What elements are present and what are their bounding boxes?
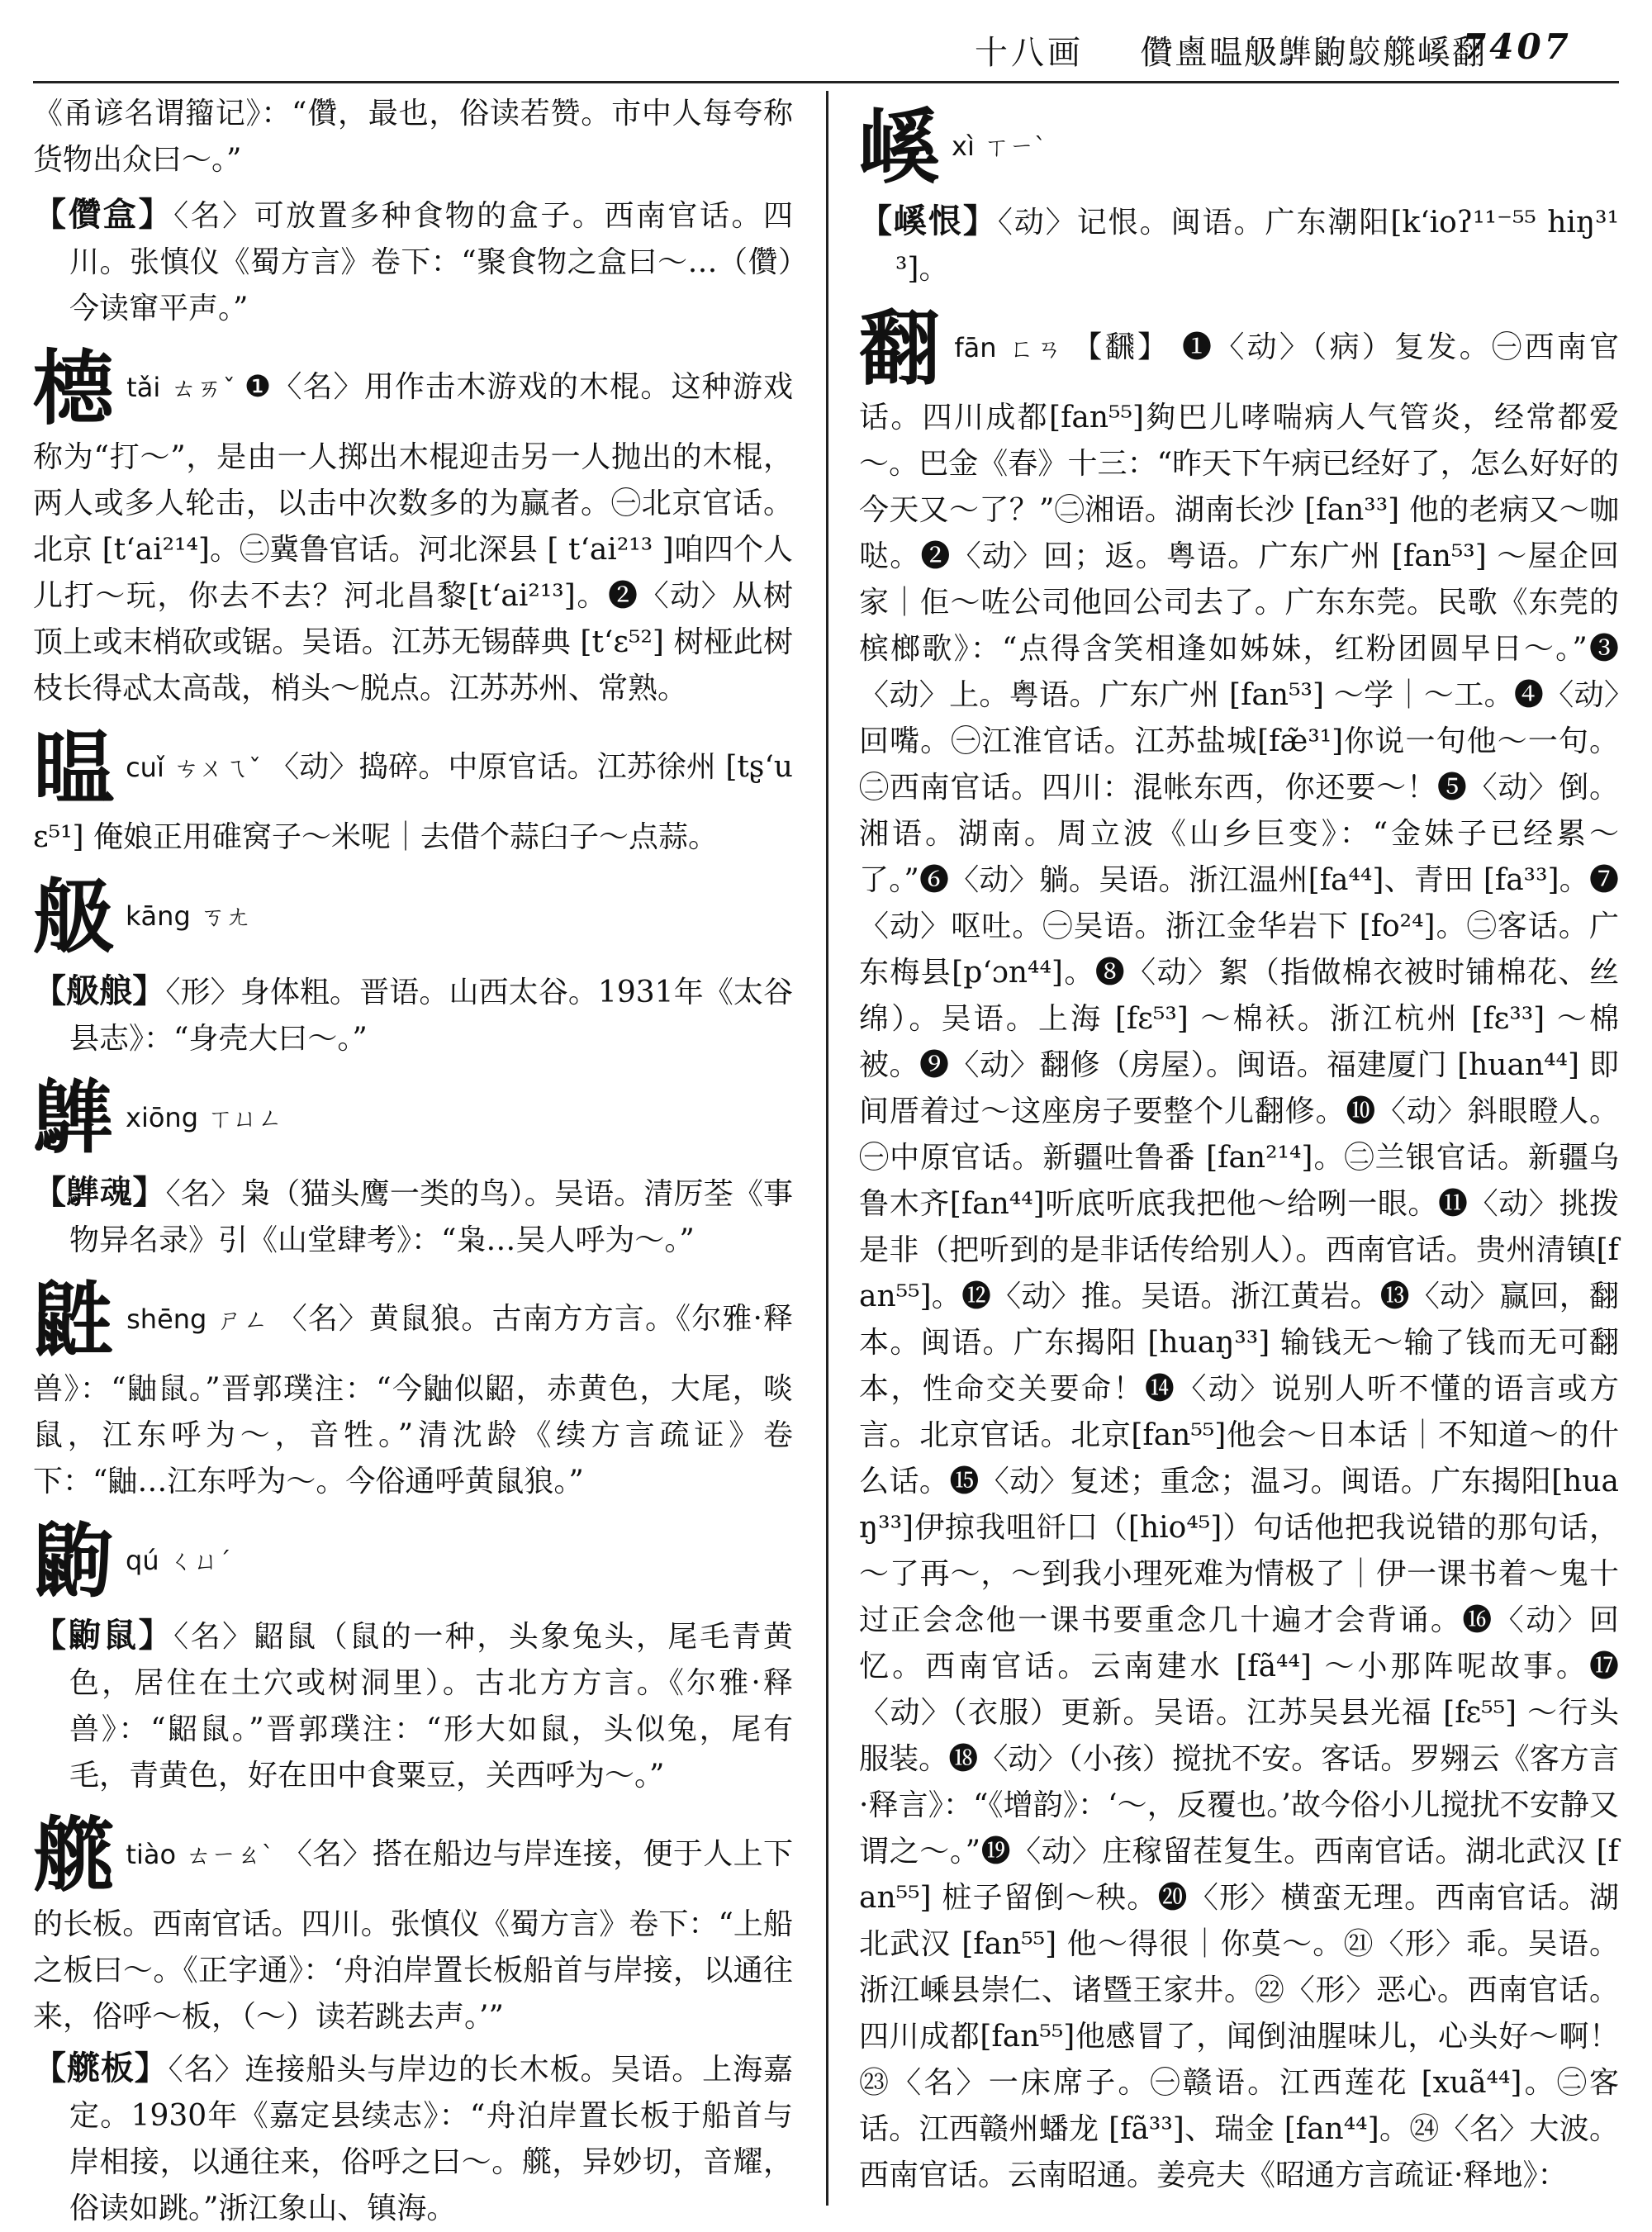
section-title: 十八画 [975,34,1084,72]
definition-text: 〈形〉身体粗。晋语。山西太谷。1931年《太谷县志》：“身壳大曰～。” [69,976,794,1056]
head-entry [33,1071,793,1166]
compound-entry [33,192,793,332]
head-character: 𪄩 [33,1071,115,1166]
page-header [0,0,1652,91]
pinyin: shēng [126,1304,207,1335]
head-character: 翻 [859,302,943,397]
compound-entry [33,2045,793,2232]
pinyin: cuǐ [126,752,164,783]
head-character: 㯖 [33,341,116,436]
head-entry [33,1514,793,1609]
zhuyin: ㄈㄢ [1006,335,1065,363]
head-entry [33,1808,793,2040]
head-character: 鼪 [33,1273,116,1368]
header-rule [33,81,1619,83]
definition-text: 〈名〉可放置多种食物的盒子。西南官话。四川。张慎仪《蜀方言》卷下：“聚食物之盒曰～…（儹）今读窜平声。” [69,199,793,325]
zhuyin: ㄑㄩˊ [169,1547,231,1576]
page-number: 7407 [1462,26,1572,67]
pinyin: qú [126,1545,159,1576]
left-column [33,91,794,2225]
pinyin: tǎi [126,372,161,403]
compound-entry [33,1612,793,1799]
compound-entry [33,1170,793,1264]
head-entry [33,341,793,712]
zhuyin: ㄊㄧㄠˋ [186,1841,274,1870]
compound-headword: 【嵠恨】 [859,202,998,240]
head-character: 艞 [33,1808,115,1903]
head-character: 鼩 [33,1514,115,1609]
column-divider [826,91,828,2206]
head-entry [33,721,793,861]
definition-text: 〈动〉记恨。闽语。广东潮阳[kʻioʔ¹¹⁻⁵⁵ hiŋ³¹³]。 [895,206,1619,286]
pinyin: fān [954,332,997,363]
head-character: 㬈 [33,721,115,816]
pinyin: xiōng [126,1102,199,1133]
zhuyin: ㄒㄩㄥ [208,1104,283,1133]
head-character: 嵠 [859,100,941,195]
compound-entry [859,198,1619,292]
head-entry [33,872,793,963]
pinyin: tiào [126,1839,177,1870]
compound-headword: 【儹盒】 [33,195,174,234]
zhuyin: ㄕㄥ [216,1306,269,1335]
head-entry [33,1275,793,1505]
definition-text: 【飜】 ❶〈动〉（病）复发。㊀西南官话。四川成都[fan⁵⁵]夠巴儿哮喘病人气管炎，经常都爱～。巴金《春》十三：“昨天下午病已经好了，怎么好好的今天又～了？”㊁湘语。湖南长沙 [fan³³] 他的老病又～咖哒。❷〈动〉回；返。粤语。广东广州 [fan⁵³] ～屋企回家｜佢～咗公司他回公司去了。广东东莞。民歌《东莞的槟榔歌》：“点得含笑相逢如姊妹，红粉团圆早日～。”❸〈动〉上。粤语。广东广州 [fan⁵³] ～学｜～工。❹〈动〉回嘴。㊀江淮官话。江苏盐城[fæ̃³¹]你说一句他～一句。㊁西南官话。四川：混帐东西，你还要～！❺〈动〉倒。湘语。湖南。周立波《山乡巨变》：“金妹子已经累～了。”❻〈动〉躺。吴语。浙江温州[fa⁴⁴]、青田 [fa³³]。❼〈动〉呕吐。㊀吴语。浙江金华岩下 [fo²⁴]。㊁客话。广东梅县[pʻɔn⁴⁴]。❽〈动〉絮（指做棉衣被时铺棉花、丝绵）。吴语。上海 [fɛ⁵³] ～棉袄。浙江杭州 [fɛ³³] ～棉被。❾〈动〉翻修（房屋）。闽语。福建厦门 [huan⁴⁴] 即间厝着过～这座房子要整个儿翻修。❿〈动〉斜眼瞪人。㊀中原官话。新疆吐鲁番 [fan²¹⁴]。㊁兰银官话。新疆乌鲁木齐[fan⁴⁴]听底听底我把他～给咧一眼。⓫〈动〉挑拨是非（把听到的是非话传给别人）。西南官话。贵州清镇[fan⁵⁵]。⓬〈动〉推。吴语。浙江黄岩。⓭〈动〉赢回，翻本。闽语。广东揭阳 [huaŋ³³] 输钱无～输了钱而无可翻本，性命交关要命！⓮〈动〉说别人听不懂的语言或方言。北京官话。北京[fan⁵⁵]他会～日本话｜不知道～的什么话。⓯〈动〉复述；重念；温习。闽语。广东揭阳[huaŋ³³]伊掠我咀𧮮囗（[hio⁴⁵]）句话他把我说错的那句话，～了再～，～到我小理死难为情极了｜伊一课书着～鬼十过正会念他一课书要重念几十遍才会背诵。⓰〈动〉回忆。西南官话。云南建水 [fã⁴⁴] ～小那阵呢故事。⓱〈动〉（衣服）更新。吴语。江苏吴县光福 [fɛ⁵⁵] ～行头服装。⓲〈动〉（小孩）搅扰不安。客话。罗翙云《客方言·释言》：“《增韵》：‘～，反覆也。’故今俗小儿搅扰不安静又谓之～。”⓳〈动〉庄稼留茬复生。西南官话。湖北武汉 [fan⁵⁵] 桩子留倒～秧。⓴〈形〉横蛮无理。西南官话。湖北武汉 [fan⁵⁵] 他～得很｜你莫～。㉑〈形〉乖。吴语。浙江嵊县崇仁、诸暨王家井。㉒〈形〉恶心。西南官话。四川成都[fan⁵⁵]他感冒了，闻倒油腥味儿，心头好～啊！㉓〈名〉一床席子。㊀赣语。江西莲花 [xuã⁴⁴]。㊁客话。江西赣州蟠龙 [fã³³]、瑞金 [fan⁴⁴]。㉔〈名〉大波。西南官话。云南昭通。姜亮夫《昭通方言疏证·释地》： [859,330,1619,2192]
head-entry [859,102,1619,193]
definition-text: 〈名〉黄鼠狼。古南方方言。《尔雅·释兽》：“鼬鼠。”晋郭璞注：“今鼬似鼦，赤黄色，大尾，啖鼠，江东呼为～，音牲。”清沈龄《续方言疏证》卷下：“鼬…江东呼为～。今俗通呼黄鼠狼。” [33,1302,793,1498]
head-entry [859,304,1619,2199]
definition-text: 〈名〉鼦鼠（鼠的一种，头象兔头，尾毛青黄色，居住在土穴或树洞里）。古北方方言。《尔雅·释兽》：“鼦鼠。”晋郭璞注：“形大如鼠，头似兔，尾有毛，青黄色，好在田中食粟豆，关西呼为～。” [69,1620,793,1793]
definition-text: 〈动〉捣碎。中原官话。江苏徐州 [tʂʻuɛ⁵¹] 俺娘正用碓窝子～米呢｜去借个蒜臼子～点蒜。 [33,750,793,854]
definition-text: ❶〈名〉用作击木游戏的木棍。这种游戏称为“打～”，是由一人掷出木棍迎击另一人抛出的木棍，两人或多人轮击，以击中次数多的为赢者。㊀北京官话。北京 [tʻai²¹⁴]。㊁冀鲁官话。河北深县 [ tʻai²¹³ ]咱四个人儿打～玩，你去不去？河北昌黎[tʻai²¹³]。❷〈动〉从树顶上或末梢砍或锯。吴语。江苏无锡薛典 [tʻɛ⁵²] 树桠此树枝长得忒太高哉，梢头～脱点。江苏苏州、常熟。 [33,370,793,705]
zhuyin: ㄎㄤ [200,903,250,932]
zhuyin: ㄊㄞˇ [170,374,236,403]
head-character: 䑥 [33,870,115,965]
definition-text: 〈名〉连接船头与岸边的长木板。吴语。上海嘉定。1930年《嘉定县续志》：“舟泊岸置长板于船首与岸相接，以通往来，俗呼之曰～。艞，异妙切，音耀，俗读如跳。”浙江象山、镇海。 [69,2053,793,2225]
definition-text: 〈名〉搭在船边与岸连接，便于人上下的长板。西南官话。四川。张慎仪《蜀方言》卷下：“上船之板曰～。《正字通》：‘舟泊岸置长板船首与岸接，以通往来，俗呼～板，（～）读若跳去声。’” [33,1837,793,2034]
pinyin: kāng [126,900,191,932]
zhuyin: ㄒㄧˋ [984,133,1047,162]
right-column [859,91,1619,2206]
header-characters: 儹𪉟㬈䑥𪄩鼩𪁉艞嵠翻 [1140,34,1487,72]
entry-continuation: 《甬谚名谓籀记》：“儹，最也，俗读若赞。市中人每夸称货物出众曰～。” [33,97,793,177]
compound-entry [33,968,793,1062]
definition-text: 〈名〉枭（猫头鹰一类的鸟）。吴语。清厉荃《事物异名录》引《山堂肆考》：“枭…吴人呼为～。” [69,1177,793,1257]
compound-headword: 【鼩鼠】 [33,1616,174,1655]
zhuyin: ㄘㄨㄟˇ [173,754,262,783]
compound-headword: 【𪄩魂】 [33,1173,166,1212]
pinyin: xì [952,131,975,162]
compound-headword: 【䑥艆】 [33,971,166,1010]
compound-headword: 【艞板】 [33,2049,169,2087]
